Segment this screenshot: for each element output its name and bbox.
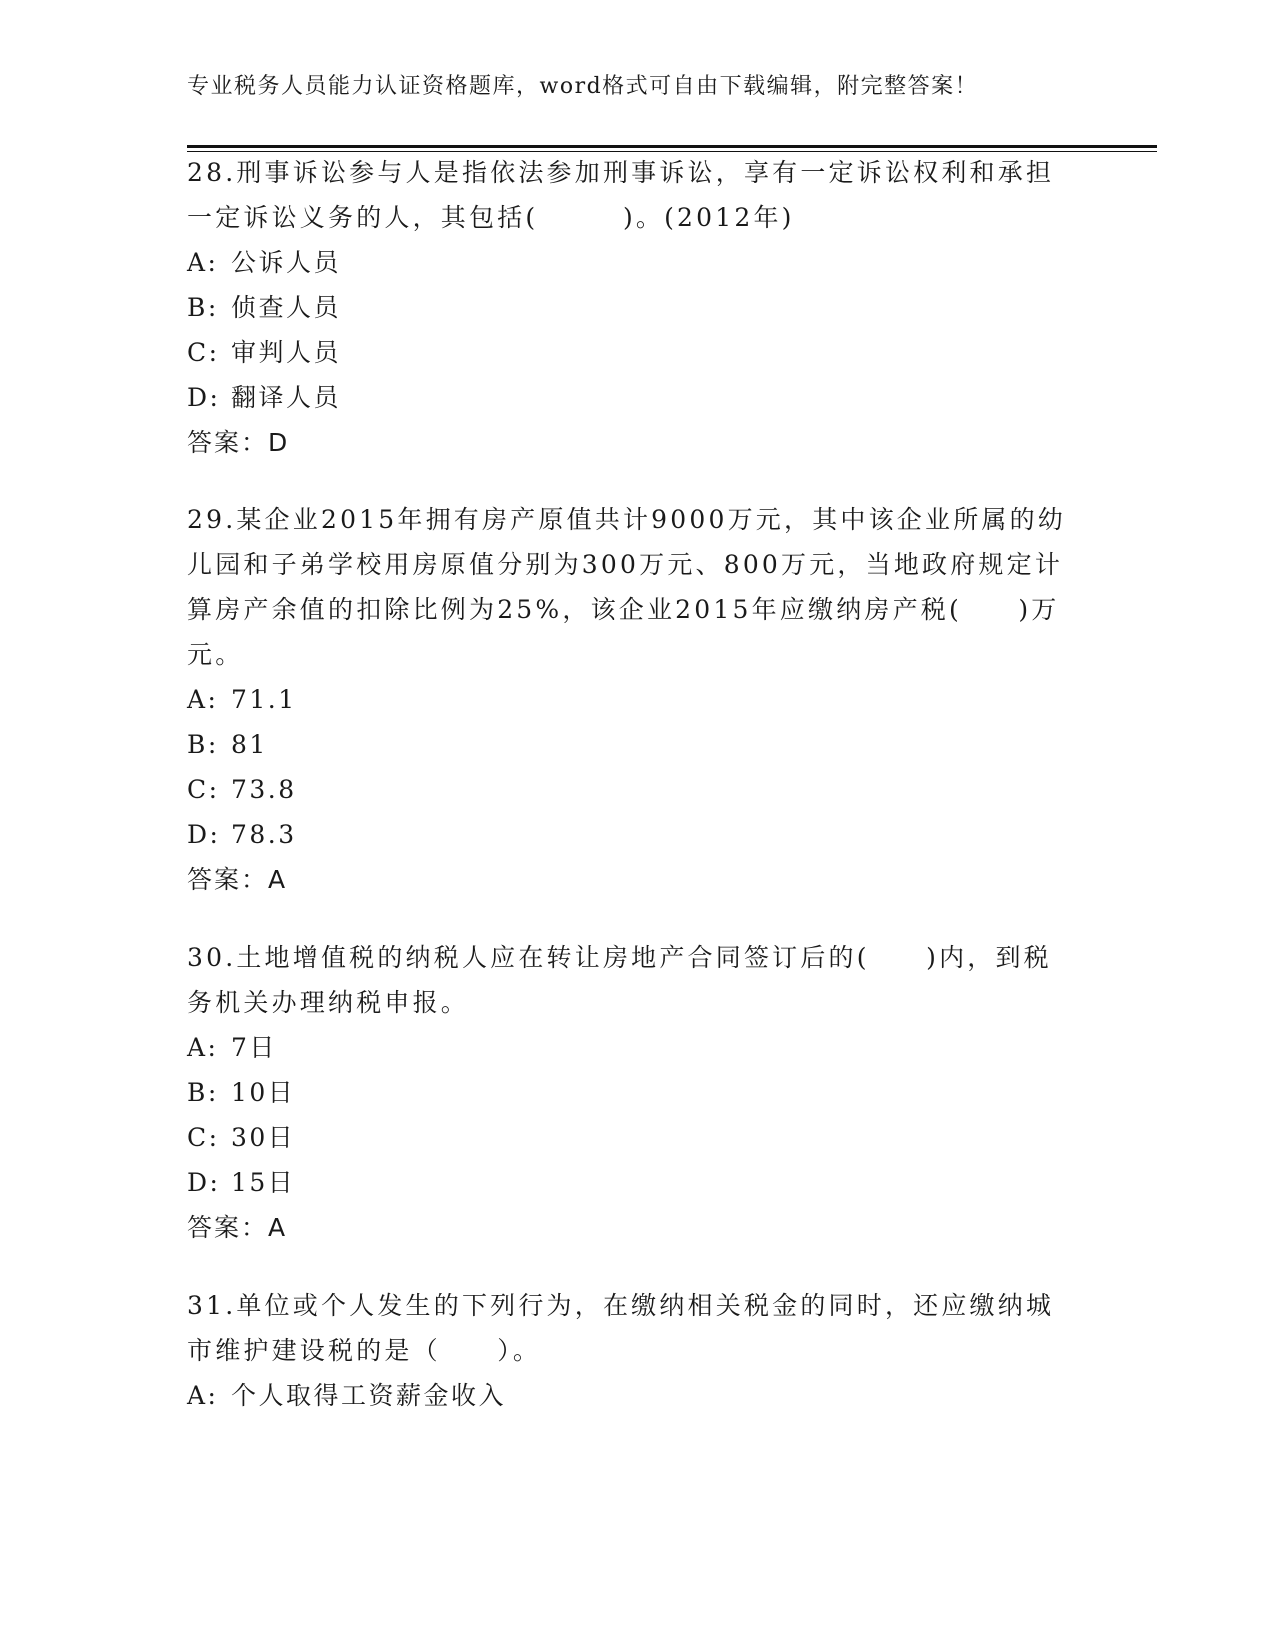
option-d: D: 78.3: [187, 820, 297, 849]
option-c: C: 30日: [187, 1123, 296, 1152]
question-stem-line: 30.土地增值税的纳税人应在转让房地产合同签订后的( )内，到税: [187, 943, 1052, 972]
question-stem-line: 28.刑事诉讼参与人是指依法参加刑事诉讼，享有一定诉讼权利和承担: [187, 158, 1055, 187]
option-a: A: 个人取得工资薪金收入: [187, 1381, 507, 1410]
option-d: D: 15日: [187, 1168, 296, 1197]
question-stem-line: 儿园和子弟学校用房原值分别为300万元、800万元，当地政府规定计: [187, 550, 1064, 579]
option-b: B: 侦查人员: [187, 293, 342, 322]
option-a: A: 7日: [187, 1033, 277, 1062]
answer: 答案：D: [187, 428, 290, 457]
question-29: [187, 497, 1087, 902]
option-c: C: 审判人员: [187, 338, 342, 367]
question-stem-line: 一定诉讼义务的人，其包括( )。(2012年): [187, 203, 795, 232]
header-rule-thick: [187, 145, 1157, 148]
page-header: 专业税务人员能力认证资格题库，word格式可自由下载编辑，附完整答案！: [187, 74, 979, 99]
question-stem-line: 务机关办理纳税申报。: [187, 988, 470, 1017]
question-28: [187, 150, 1087, 465]
answer: 答案：A: [187, 1213, 288, 1242]
question-stem-line: 31.单位或个人发生的下列行为，在缴纳相关税金的同时，还应缴纳城: [187, 1291, 1055, 1320]
question-stem-line: 元。: [187, 640, 244, 669]
question-30: [187, 935, 1087, 1250]
answer: 答案：A: [187, 865, 288, 894]
question-stem-line: 市维护建设税的是（ ）。: [187, 1336, 542, 1365]
question-31: [187, 1283, 1087, 1418]
question-stem-line: 29.某企业2015年拥有房产原值共计9000万元，其中该企业所属的幼: [187, 505, 1067, 534]
option-b: B: 10日: [187, 1078, 296, 1107]
option-a: A: 71.1: [187, 685, 297, 714]
option-d: D: 翻译人员: [187, 383, 342, 412]
option-a: A: 公诉人员: [187, 248, 342, 277]
option-c: C: 73.8: [187, 775, 297, 804]
option-b: B: 81: [187, 730, 268, 759]
question-stem-line: 算房产余值的扣除比例为25%，该企业2015年应缴纳房产税( )万: [187, 595, 1060, 624]
